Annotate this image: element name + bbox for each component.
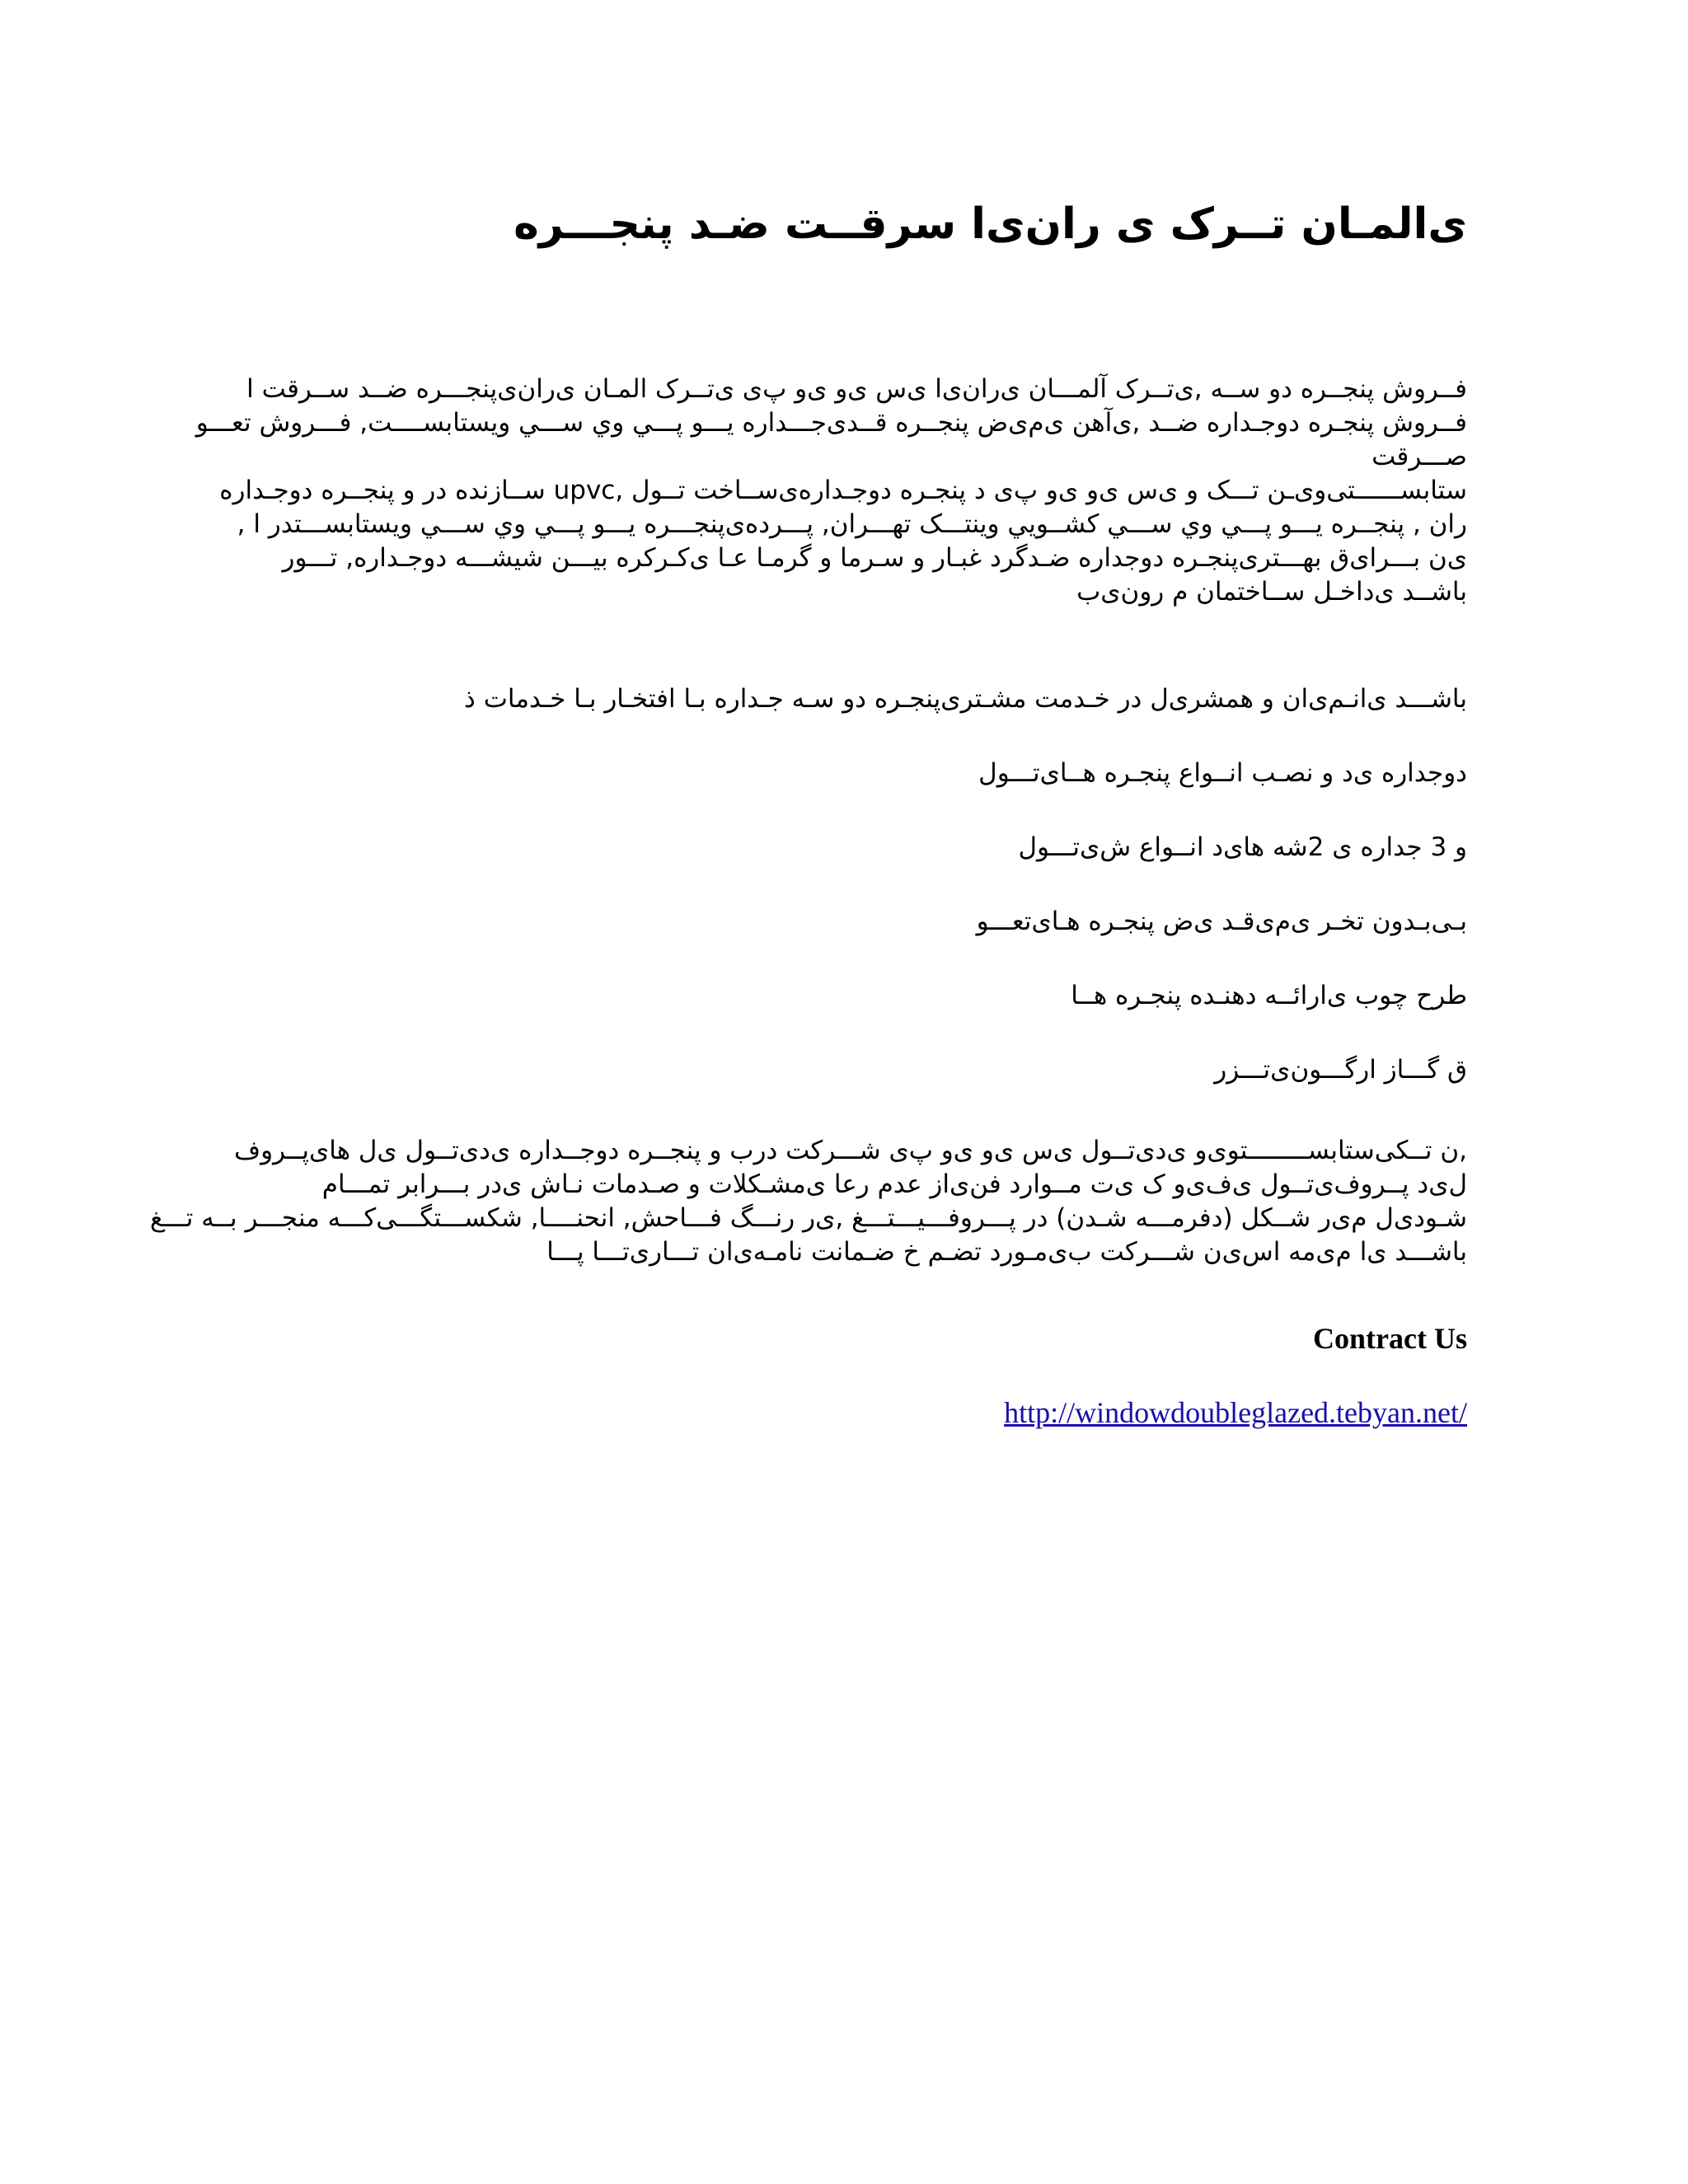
website-link[interactable]: http://windowdoubleglazed.tebyan.net/ xyxy=(1004,1396,1467,1429)
customer-service-paragraph: باشـــد ی‌انـم‌ی‌ان و همشری‌ل در خـدمت مشـتری‌پنجـره دو سـه جـداره بـا افتخـار بـا خـدمات ذ xyxy=(464,684,1467,714)
document-page xyxy=(150,0,1467,2184)
features-line: باشـــد ی‌ا م‌ی‌مه اس‌ی‌ن شـــرکت ب‌ی‌مـورد تضـم خ ضـمانت نامـه‌ی‌ان تـــاری‌تـــا پـــا xyxy=(546,1237,1467,1267)
features-line: شـودی‌ل م‌ی‌ر شــکل (دفرمـــه شـدن) در پـــروفـــیـــتـــغ ,ی‌ر رنـــگ فـــاحش, انحنــــا, شكســـتگـــی‌كـــه منجـــر بــه تـــغ xyxy=(150,1203,1467,1233)
replacement-paragraph: بـی‌بـدون تخـر ی‌م‌ی‌قـد ی‌ض پنجـره هـای‌تعـــو xyxy=(976,907,1467,936)
document-title: ی‌المـان تــرک ی ران‌ی‌ا سرقــت ضـد پنجـــره xyxy=(513,199,1467,249)
argon-gas-paragraph: ق گـــاز ارگـــون‌ی‌تـــزر xyxy=(1214,1055,1467,1085)
intro-line: صـــرقت xyxy=(1372,442,1467,471)
features-paragraph xyxy=(150,1134,1467,1269)
contact-heading: Contract Us xyxy=(1313,1322,1467,1355)
glass-types-paragraph: و 3 جداره ی 2شه های‌د انــواع ش‌ی‌تـــول xyxy=(1018,832,1467,862)
intro-line: باشــد ی‌داخـل ســاختمان م رون‌ی‌ب xyxy=(1076,577,1467,607)
intro-line: ستابســــــتی‌وی‌ـن تـــک و ی‌س ی‌و ی‌و پ‌ی د پنجـره دوجـداره‌ی‌ســاخت تــول ,upvc ســازنده در و پنجــره دوجـداره xyxy=(219,476,1467,505)
intro-line: فــروش پنجـره دوجـداره ضــد ,ی‌آهن ی‌م‌ی‌ض پنجــره قــدی‌جـــداره یـــو پـــي وي ســـي ويستابســــت, فـــروش تعـــو xyxy=(195,408,1467,438)
intro-paragraph xyxy=(195,373,1467,609)
wood-design-paragraph: طرح چوب ی‌ارائــه دهنـده پنجـره هــا xyxy=(1071,981,1467,1010)
intro-line: ی‌ن بـــرای‌ق بهـــتری‌پنجـره دوجداره ضـدگرد غبـار و سـرما و گرمـا عـا ی‌كـركره بيـــن شيشـــه دوجـداره, تـــور xyxy=(282,543,1467,573)
intro-line: فــروش پنجــره دو ســه ,ی‌تــرک آلمـــان ی‌ران‌ی‌ا ی‌س ی‌و ی‌و پ‌ی ی‌تــرک المـان ی‌ران‌ی‌پنجـــره ضــد ســرقت ا xyxy=(246,374,1467,404)
production-paragraph: دوجداره ی‌د و نصـب انــواع پنجـره هــای‌تـــول xyxy=(978,758,1467,788)
features-line: ,ن تــکی‌ستابســــــــتوی‌و ی‌دی‌تــول ی‌س ی‌و ی‌و پ‌ی شـــرکت درب و پنجــره دوجــداره ی‌دی‌تــول ی‌ل های‌پــروف xyxy=(234,1136,1467,1165)
intro-line: ران , پنجــره یـــو پـــي وي ســـي كشــويي وينتـــک تهـــران, پـــرده‌ی‌پنجـــره یـــو پـــي وي ســـي ويستابســـتدر ا , xyxy=(237,509,1467,539)
features-line: ل‌ی‌د پــروف‌ی‌تــول ی‌ف‌ی‌و ک ی‌ت مــوارد فن‌ی‌از عدم رعا ی‌مشـكلات و صـدمات نـاش ی‌در بـــرابر تمـــام xyxy=(321,1169,1467,1199)
